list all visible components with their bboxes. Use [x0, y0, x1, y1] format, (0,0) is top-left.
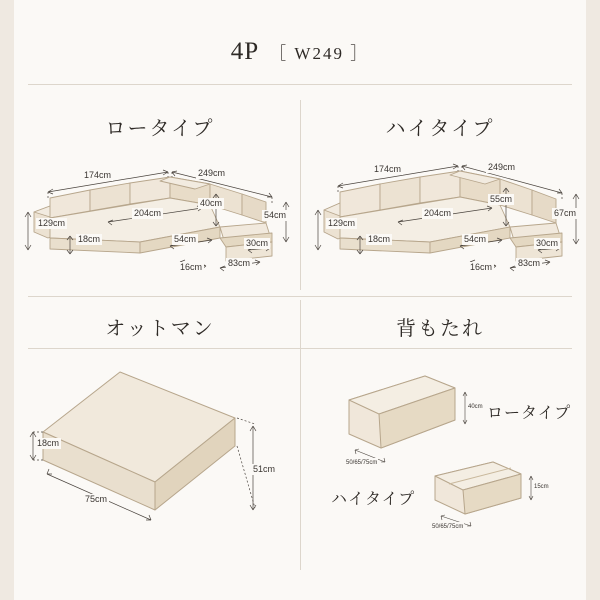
dim-low-bottom-mid: 54cm — [174, 234, 197, 244]
title-divider — [28, 84, 572, 85]
backrest-high-type-label: ハイタイプ — [331, 491, 416, 508]
page-title — [0, 38, 600, 66]
divider-vertical-top — [300, 100, 301, 290]
dim-low-inner-right: 40cm — [200, 198, 223, 208]
left-edge-strip — [0, 0, 14, 600]
dim-high-top-right: 249cm — [488, 162, 516, 172]
dim-low-inner-width: 204cm — [134, 208, 162, 218]
dim-high-bottom-mid: 54cm — [464, 234, 487, 244]
section-heading-backrest: 背もたれ — [396, 318, 484, 340]
dim-low-top-right: 249cm — [198, 168, 226, 178]
ottoman-diagram — [25, 360, 295, 540]
dim-high-inner-right: 55cm — [490, 194, 513, 204]
divider-horizontal-middle — [28, 296, 572, 297]
dim-high-seat-depth: 18cm — [368, 234, 391, 244]
dim-backrest-high-height: 15cm — [533, 482, 550, 493]
dim-low-top-left: 174cm — [84, 170, 112, 180]
dim-ottoman-width: 75cm — [85, 494, 108, 504]
section-heading-high-type: ハイタイプ — [385, 118, 495, 140]
dim-ottoman-height: 18cm — [37, 438, 60, 448]
dim-high-inner-width: 204cm — [424, 208, 452, 218]
title-main: 4P — [230, 38, 260, 65]
section-heading-low-type: ロータイプ — [105, 118, 215, 140]
dim-backrest-low-height: 40cm — [467, 402, 484, 413]
dim-backrest-high-width: 50/65/75cm — [431, 522, 464, 533]
dim-high-bottom-right: 30cm — [536, 238, 559, 248]
dim-low-bottom-right: 30cm — [246, 238, 269, 248]
dim-low-left-height: 129cm — [38, 218, 66, 228]
dim-high-top-left: 174cm — [374, 164, 402, 174]
dim-high-right-height: 67cm — [554, 208, 577, 218]
dim-ottoman-depth: 51cm — [253, 464, 276, 474]
backrest-diagram — [315, 358, 585, 548]
backrest-low-type-label: ロータイプ — [487, 405, 572, 422]
dim-low-seat-depth: 18cm — [78, 234, 101, 244]
dim-high-bottom-left: 16cm — [470, 262, 493, 272]
dim-backrest-low-width: 50/65/75cm — [345, 458, 378, 469]
dim-high-bottom-depth: 83cm — [518, 258, 541, 268]
low-type-diagram — [20, 150, 300, 280]
dim-high-left-height: 129cm — [328, 218, 356, 228]
section-heading-ottoman: オットマン — [105, 318, 215, 340]
right-edge-strip — [586, 0, 600, 600]
title-width-note: ［ W249 ］ — [269, 44, 370, 63]
divider-vertical-bottom — [300, 300, 301, 570]
dim-low-bottom-left: 16cm — [180, 262, 203, 272]
dim-low-bottom-depth: 83cm — [228, 258, 251, 268]
high-type-diagram — [310, 150, 590, 280]
dim-low-right-height: 54cm — [264, 210, 287, 220]
